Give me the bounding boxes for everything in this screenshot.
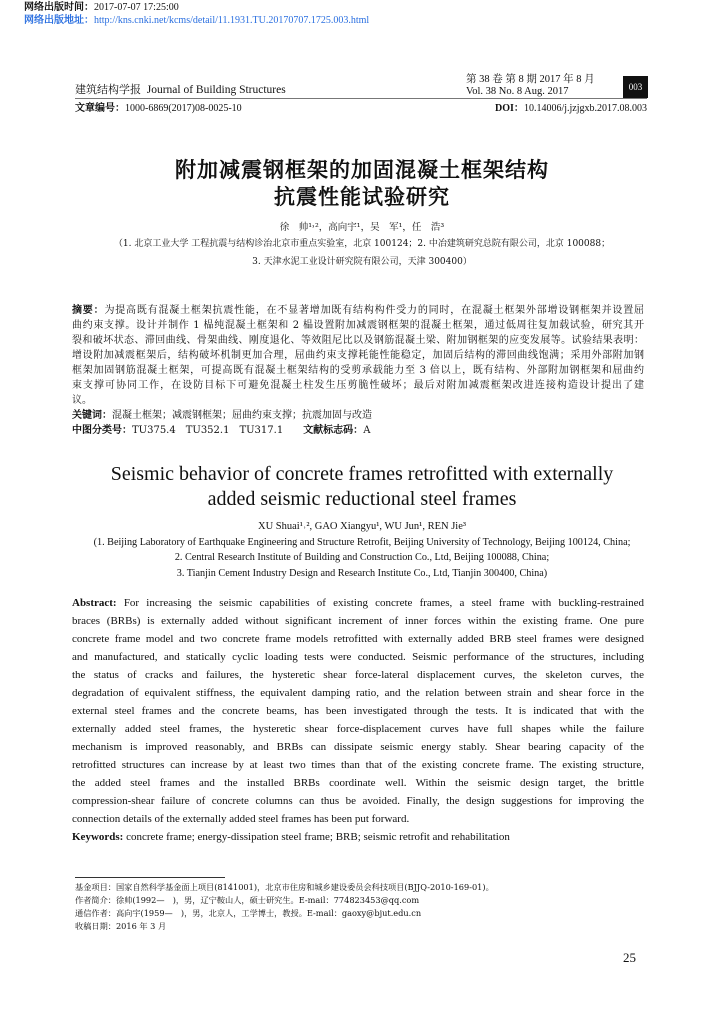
page-number: 25 — [623, 950, 636, 965]
affiliation-en-2: 2. Central Research Institute of Building and Construction Co., Ltd, Beijing 100088, China; — [174, 552, 550, 563]
abstract-en: Abstract: For increasing the seismic capabilities of existing concrete frames, a steel frame with buckling-restrained braces (BRBs) is externally added without significant increment of inner forces within the existing frame. One pure concrete frame model and two concrete frame models retrofitted with externally added BRB steel frames were designed and manufactured, and statically cyclic loading tests were conducted. Seismic performance of the structures, including the status of cracks and failures, the hysteretic shear force-lateral displacement curves, the skeleton curves, the degradation of equivalent stiffness, the equivalent damping ratio, and the relation between strain and shear force in the external steel frames and the concrete beams, has been investigated through the tests. It is indicated that with the externally added steel frames, the hysteretic shear force-displacement curves have full shapes while the failure mechanism is improved reasonably, and BRBs can dissipate seismic energy stably. Shear bearing capacity of the retrofitted structures can increase by at least two times than that of the existing concrete frame. The existing structure, the added steel frames and the installed BRBs coordinate well. Within the seismic design target, the brittle compression-shear failure of concrete columns can thus be avoided. Finally, the design suggestions for improving the connection details of the externally added steel frames has been put forward. Keywords: concrete frame; energy-dissipation steel frame; BRB; seismic retrofit and rehabilitation — [72, 594, 644, 846]
affiliation-en-3: 3. Tianjin Cement Industry Design and Research Institute Co., Ltd, Tianjin 300400, China) — [176, 568, 548, 579]
journal-header: 建筑结构学报 Journal of Building Structures — [75, 83, 286, 96]
authors-cn: 徐 帅¹˒²，高向宇¹，吴 军¹，任 浩³ — [279, 222, 445, 233]
title-cn-line-1: 附加减震钢框架的加固混凝土框架结构 — [175, 158, 549, 182]
article-number: 文章编号：1000-6869(2017)08-0025-10 — [75, 103, 242, 114]
title-en-line-1: Seismic behavior of concrete frames retrofitted with externally — [110, 463, 614, 485]
footnotes: 基金项目：国家自然科学基金面上项目(8141001)，北京市住房和城乡建设委员会科技项目(BJJQ-2010-169-01)。 作者简介：徐帅(1992— )，男，辽宁鞍山人，硕士研究生。E-mail：774823453@qq.com 通信作者：高向宇(1959— )，男，北京人，工学博士，教授。E-mail：gaoxy@bjut.edu.cn 收稿日期：2016 年 3 月 — [75, 882, 494, 931]
classification: 中图分类号：TU375.4 TU352.1 TU317.1 文献标志码：A — [72, 425, 371, 436]
authors-en: XU Shuai¹˒², GAO Xiangyu¹, WU Jun¹, REN Jie³ — [257, 521, 467, 532]
footnote-divider — [75, 877, 225, 878]
article-code-badge: 003 — [623, 76, 648, 98]
online-url[interactable]: 网络出版地址：http://kns.cnki.net/kcms/detail/11.1931.TU.20170707.1725.003.html — [24, 15, 370, 26]
abstract-cn: 摘要：为提高既有混凝土框架抗震性能，在不显著增加既有结构构件受力的同时，在混凝土框架外部增设钢框架并设置屈 曲约束支撑。设计并制作 1 榀纯混凝土框架和 2 榀设置附加减震钢框架的混凝土框架，通过低周往复加载试验，研究其开 裂和破坏状态、滞回曲线、骨架曲线、刚度退化、等效阻尼比以及钢筋混凝土梁、附加钢框架的应变发展等。试验结果表明： 增设附加减震框架后，结构破坏机制更加合理，屈曲约束支撑耗能性能稳定，加固后结构的滞回曲线饱满；采用外部附加钢 框架加固钢筋混凝土框架，可提高既有混凝土框架结构的受剪承载能力至 3 倍以上，既有结构、外部附加钢框架和屈曲约 束支撑可协同工作，在设防目标下可避免混凝土柱发生压剪脆性破坏；最后对附加减震框架改进连接构造设计提出了建 议。 关键词：混凝土框架；减震钢框架；屈曲约束支撑；抗震加固与改造 中图分类号：TU375.4 TU352.1 TU317.1 文献标志码：A — [72, 305, 645, 436]
title-cn-line-2: 抗震性能试验研究 — [274, 185, 450, 209]
affiliation-en-1: (1. Beijing Laboratory of Earthquake Engineering and Structure Retrofit, Beijing University of Technology, Beijing 100124, China; — [93, 537, 631, 548]
doi: DOI：10.14006/j.jzjgxb.2017.08.003 — [495, 103, 647, 114]
keywords-cn: 关键词：混凝土框架；减震钢框架；屈曲约束支撑；抗震加固与改造 — [72, 410, 372, 421]
affiliation-cn-1: （1. 北京工业大学 工程抗震与结构诊治北京市重点实验室，北京 100124；2. 中冶建筑研究总院有限公司，北京 100088； — [113, 239, 611, 249]
affiliation-cn-2: 3. 天津水泥工业设计研究院有限公司，天津 300400） — [252, 257, 472, 267]
title-en-line-2: added seismic reductional steel frames — [207, 488, 517, 510]
online-time: 网络出版时间：2017-07-07 17:25:00 — [24, 2, 179, 13]
issue-info: 第 38 卷 第 8 期 2017 年 8 月 Vol. 38 No. 8 Aug. 2017 — [466, 74, 595, 97]
keywords-en: Keywords: concrete frame; energy-dissipation steel frame; BRB; seismic retrofit and rehabilitation — [72, 831, 510, 843]
header-rule — [75, 98, 647, 99]
